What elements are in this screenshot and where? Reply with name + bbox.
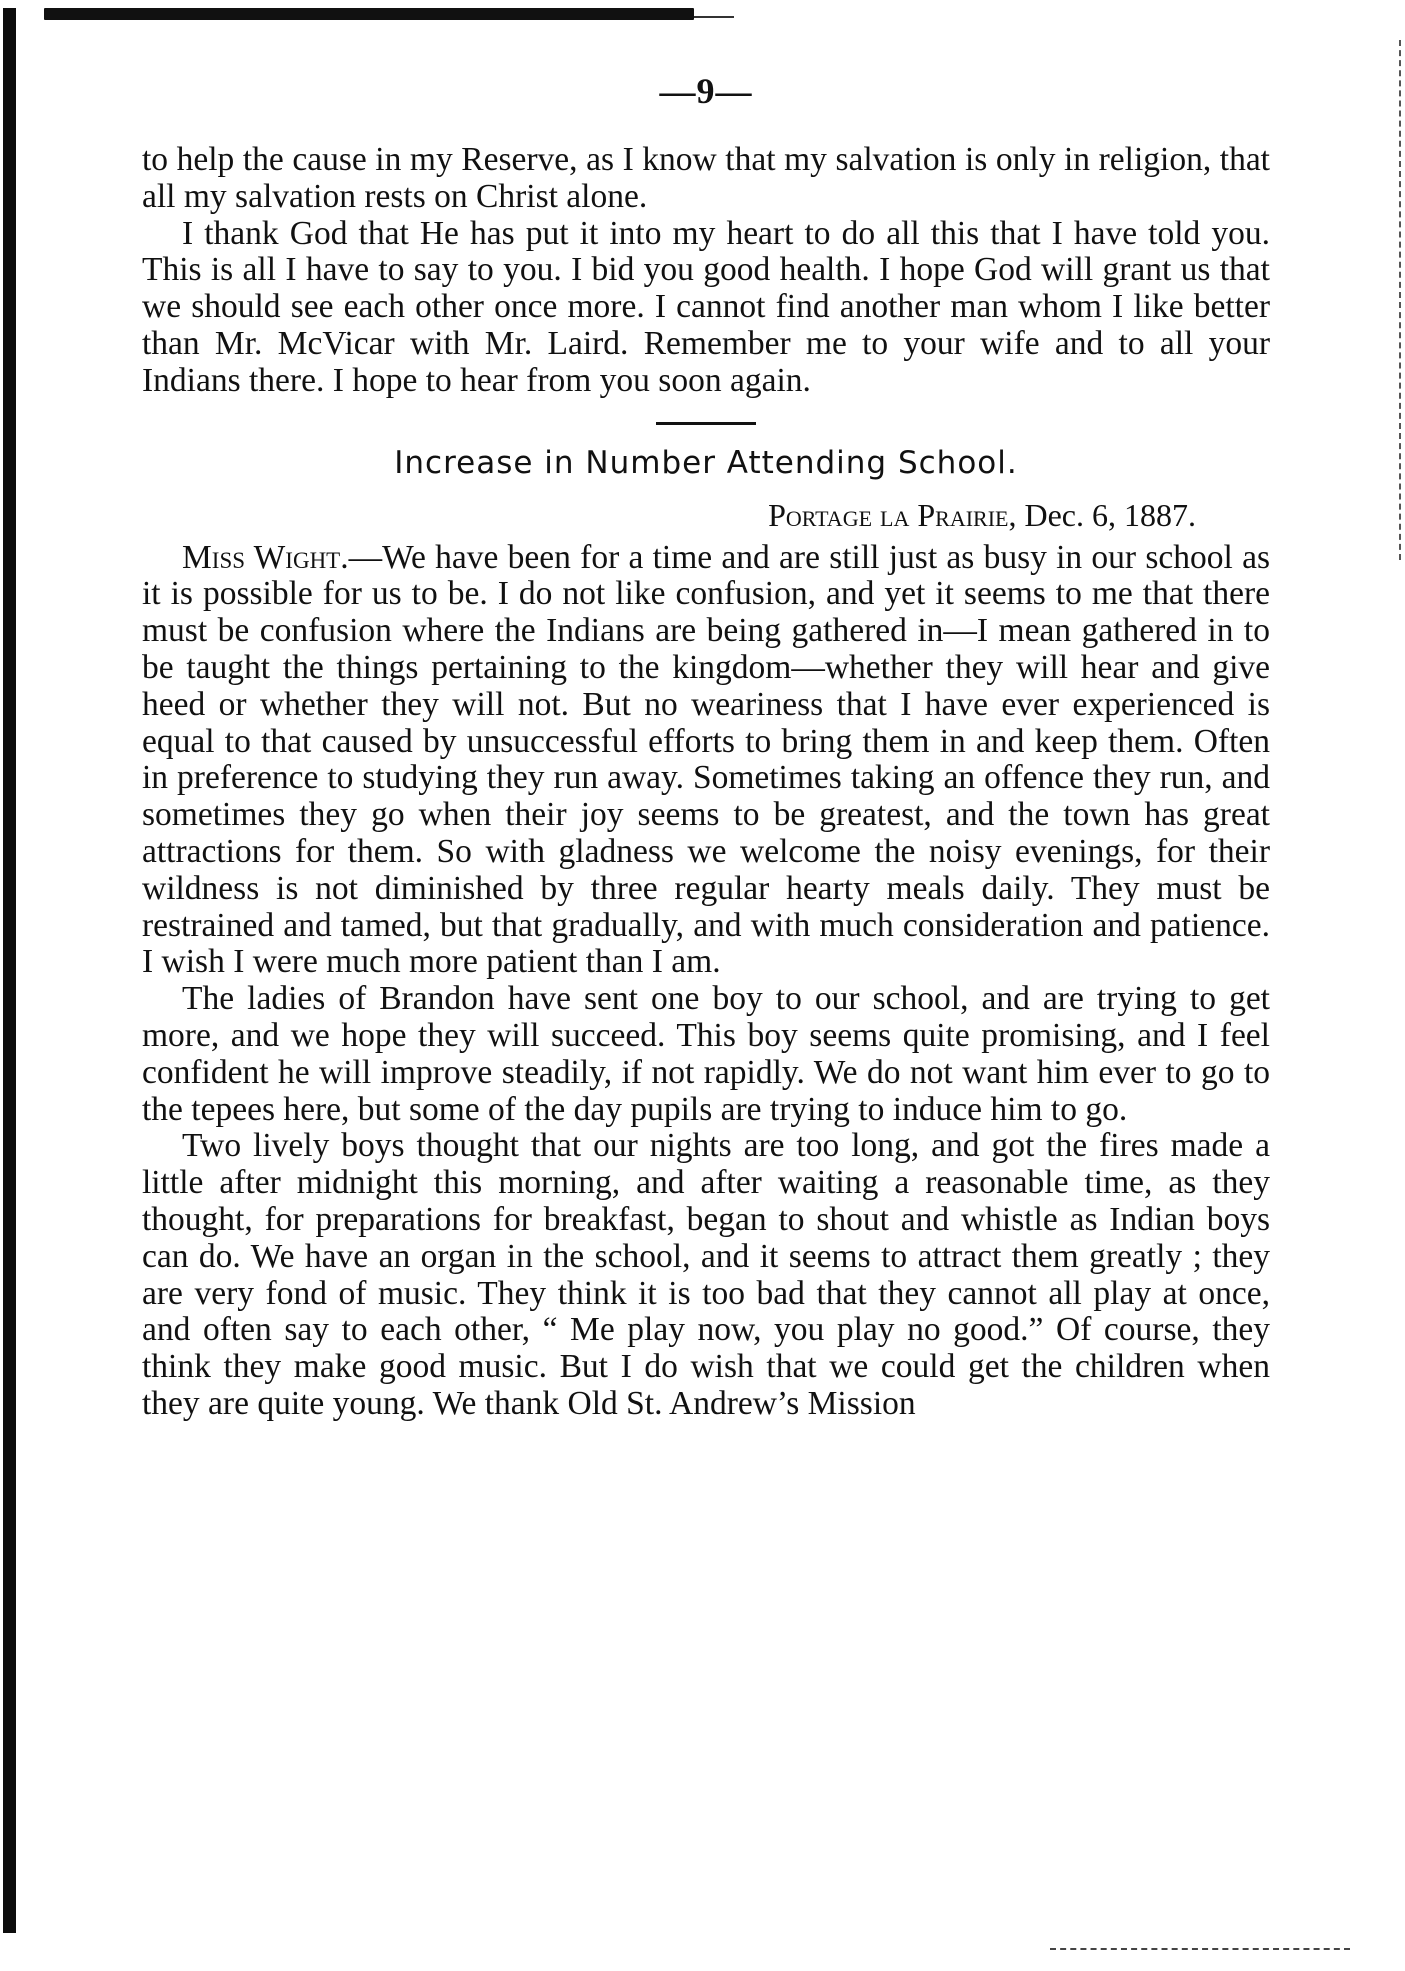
article-paragraph-1 [142,540,1270,982]
article-heading: Increase in Number Attending School. [394,444,1018,481]
article-paragraph-3: Two lively boys thought that our nights are too long, and got the fires made a little after midnight this morning, and after waiting a reasonable time, as they thought, for preparations for breakfast, began to shout and whistle as Indian boys can do. We have an organ in the school, and it seems to attract them greatly ; they are very fond of music. They think it is too bad that they cannot all play at once, and often say to each other, “ Me play now, you play no good.” Of course, they think they make good music. But I do wish that we could get the children when they are quite young. We thank Old St. Andrew’s Mission [142,1127,1270,1422]
article-paragraph-2: The ladies of Brandon have sent one boy to our school, and are trying to get more, and we hope they will succeed. This boy seems quite promising, and I feel confident he will improve steadily, if not rapidly. We do not want him ever to go to the tepees here, but some of the day pupils are trying to induce him to go. [142,980,1270,1128]
scan-border-top [44,8,694,20]
section-divider [656,422,756,425]
salutation: Miss Wight. [182,538,349,576]
dateline-place: Portage la Prairie, [768,496,1017,533]
dateline-date: Dec. 6, 1887. [1024,496,1196,533]
article-dateline [142,497,1196,534]
article-paragraph-1-text: —We have been for a time and are still just as busy in our school as it is possible for us to be. I do not like confusion, and yet it seems to me that there must be confusion where the Indians are being gathered in—I mean gathered in to be taught the things pertaining to the kingdom—whether they will hear and give heed or whether they will not. But no weariness that I have ever experienced is equal to that caused by unsuccessful efforts to bring them in and keep them. Often in preference to studying they run away. Sometimes taking an offence they run, and sometimes they go when their joy seems to be greatest, and the town has great attractions for them. So with gladness we welcome the noisy evenings, for their wildness is not diminished by three regular hearty meals daily. They must be restrained and tamed, but that gradually, and with much consideration and patience. I wish I were much more patient than I am. [142,538,1270,981]
paragraph-letter-closing: I thank God that He has put it into my heart to do all this that I have told you. This is all I have to say to you. I bid you good health. I hope God will grant us that we should see each other once more. I cannot find another man whom I like better than Mr. McVicar with Mr. Laird. Remember me to your wife and to all your Indians there. I hope to hear from you soon again. [142,214,1270,399]
document-page [142,70,1270,1423]
scan-border-right [1397,40,1401,560]
paragraph-continued: to help the cause in my Reserve, as I know that my salvation is only in religion, that all my salvation rests on Christ alone. [142,141,1270,215]
scan-border-left [3,8,16,1933]
scan-border-bottom [1050,1948,1350,1950]
page-number: —9— [659,71,753,111]
